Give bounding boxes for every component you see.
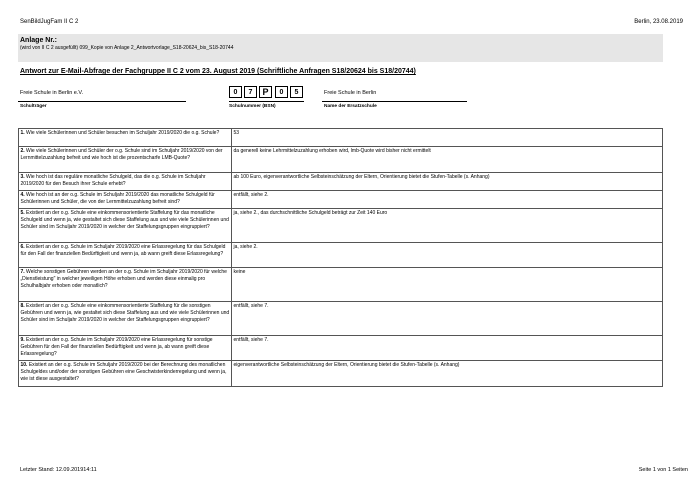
last-updated: Letzter Stand: 12.09.201914:11 <box>20 467 97 473</box>
schultraeger-value: Freie Schule in Berlin e.V. <box>20 90 84 96</box>
question-number: 3. <box>20 173 25 180</box>
question-text: Existiert an der o.g. Schule eine einkommensorientierte Staffelung für die sonstigen Gebühren und wenn ja, wie gestaltet sich diese Staffelung aus und wie viele Schülerinnen und Schüler sind im Schuljahr 2019/2020 in welcher der Staffelungsgruppen eingruppiert? <box>20 302 230 323</box>
question-row <box>19 147 663 173</box>
bsn-digit-3: P <box>259 86 272 98</box>
answer-cell: 53 <box>232 129 663 147</box>
office-label: SenBildJugFam II C 2 <box>20 19 79 25</box>
question-cell <box>19 268 232 302</box>
question-row <box>19 336 663 361</box>
anlage-subtitle: (wird von II C 2 ausgefüllt) 099_Kopie von Anlage 2_Antwortvorlage_S18-20624_bis_S18-20744 <box>20 45 234 51</box>
question-cell <box>19 302 232 336</box>
answer-cell: eigenverantwortliche Selbsteinschätzung der Eltern, Orientierung bietet die Stufen-Tabelle (s. Anhang) <box>232 361 663 387</box>
question-row <box>19 129 663 147</box>
question-text: Welche sonstigen Gebühren werden an der o.g. Schule im Schuljahr 2019/2020 für welche „Dienstleistung" in welcher jeweiligen Höhe erhoben und werden diese einmalig pro Schulhalbjahr erhoben oder monatlich? <box>20 268 227 289</box>
ersatzschule-underline <box>322 101 467 102</box>
question-cell <box>19 243 232 268</box>
question-row <box>19 302 663 336</box>
bsn-digit-2: 7 <box>244 86 257 98</box>
answer-cell: entfällt, siehe 7. <box>232 302 663 336</box>
question-text: Wie viele Schülerinnen und Schüler besuchen im Schuljahr 2019/2020 die o.g. Schule? <box>24 129 220 136</box>
question-number: 4. <box>20 191 25 198</box>
question-cell <box>19 361 232 387</box>
question-cell <box>19 209 232 243</box>
bsn-caption: Schulnummer (BSN) <box>229 104 276 109</box>
question-text: Wie hoch ist das reguläre monatliche Schulgeld, das die o.g. Schule im Schuljahr 2019/2020 für den Besuch ihrer Schule erhebt? <box>20 173 206 187</box>
answer-cell: da generell keine Lehrmittelzuzahlung erhoben wird, lmb-Quote wird bisher nicht ermittelt <box>232 147 663 173</box>
question-text: Existiert an der o.g. Schule im Schuljahr 2019/2020 eine Erlassregelung für das Schulgeld für den Fall der finanziellen Bedürftigkeit und wenn ja, ab wann greift diese Erlassregelung? <box>20 243 226 257</box>
bsn-digit-5: 5 <box>290 86 303 98</box>
question-number: 2. <box>20 147 25 154</box>
questions-table <box>18 128 663 387</box>
question-row <box>19 173 663 191</box>
answer-cell: entfällt, siehe 2. <box>232 191 663 209</box>
question-number: 1. <box>20 129 25 136</box>
question-row <box>19 191 663 209</box>
question-text: Existiert an der o.g. Schule eine einkommensorientierte Staffelung für das monatliche Schulgeld und wenn ja, wie gestaltet sich diese Staffelung aus und wie viele Schülerinnen und Schüler sind im Schuljahr 2019/2020 in welcher der Staffelungsgruppen eingruppiert? <box>20 209 229 230</box>
question-row <box>19 268 663 302</box>
question-cell <box>19 173 232 191</box>
page-indicator: Seite 1 von 1 Seiten <box>638 467 688 473</box>
question-row <box>19 243 663 268</box>
answer-cell: ja, siehe 2., das durchschnittliche Schulgeld beträgt zur Zeit 140 Euro <box>232 209 663 243</box>
question-cell <box>19 147 232 173</box>
place-date: Berlin, 23.08.2019 <box>634 19 683 25</box>
answer-cell: ja, siehe 2. <box>232 243 663 268</box>
question-cell <box>19 336 232 361</box>
schultraeger-caption: Schulträger <box>20 104 47 109</box>
question-number: 8. <box>20 302 25 309</box>
question-row <box>19 209 663 243</box>
question-cell <box>19 191 232 209</box>
question-text: Wie viele Schülerinnen und Schüler der o.g. Schule sind im Schuljahr 2019/2020 von der Lernmittelzuzahlung befreit und wie hoch ist die prozentscharfe LMB-Quote? <box>20 147 223 161</box>
question-number: 5. <box>20 209 25 216</box>
bsn-underline <box>229 101 304 102</box>
bsn-digit-4: 0 <box>275 86 288 98</box>
answer-cell: entfällt, siehe 7. <box>232 336 663 361</box>
question-number: 6. <box>20 243 25 250</box>
question-row <box>19 361 663 387</box>
schultraeger-underline <box>18 101 186 102</box>
question-cell <box>19 129 232 147</box>
anlage-title: Anlage Nr.: <box>20 37 57 44</box>
question-number: 9. <box>20 336 25 343</box>
question-text: Wie hoch ist an der o.g. Schule im Schuljahr 2019/2020 das monatliche Schulgeld für Schülerinnen und Schüler, die von der Lernmittelzuzahlung befreit sind? <box>20 191 215 205</box>
question-text: Existiert an der o.g. Schule im Schuljahr 2019/2020 bei der Berechnung des monatlichen Schulgeldes und/oder der sonstigen Gebühren eine Geschwisterkinderregelung und wenn ja, wie ist diese ausgestaltet? <box>20 361 227 382</box>
bsn-digit-1: 0 <box>229 86 242 98</box>
question-text: Existiert an der o.g. Schule im Schuljahr 2019/2020 eine Erlassregelung für sonstige Gebühren für den Fall der finanziellen Bedürftigkeit und wenn ja, ab wann greift diese Erlassregelung? <box>20 336 213 357</box>
ersatzschule-value: Freie Schule in Berlin <box>324 90 377 96</box>
ersatzschule-caption: Name der Ersatzschule <box>324 104 377 109</box>
question-number: 7. <box>20 268 25 275</box>
document-heading: Antwort zur E-Mail-Abfrage der Fachgruppe II C 2 vom 23. August 2019 (Schriftliche Anfragen S18/20624 bis S18/20744) <box>20 68 416 75</box>
question-number: 10. <box>20 361 28 368</box>
answer-cell: keine <box>232 268 663 302</box>
answer-cell: ab 100 Euro, eigenverantwortliche Selbsteinschätzung der Eltern, Orientierung bietet die Stufen-Tabelle (s. Anhang) <box>232 173 663 191</box>
